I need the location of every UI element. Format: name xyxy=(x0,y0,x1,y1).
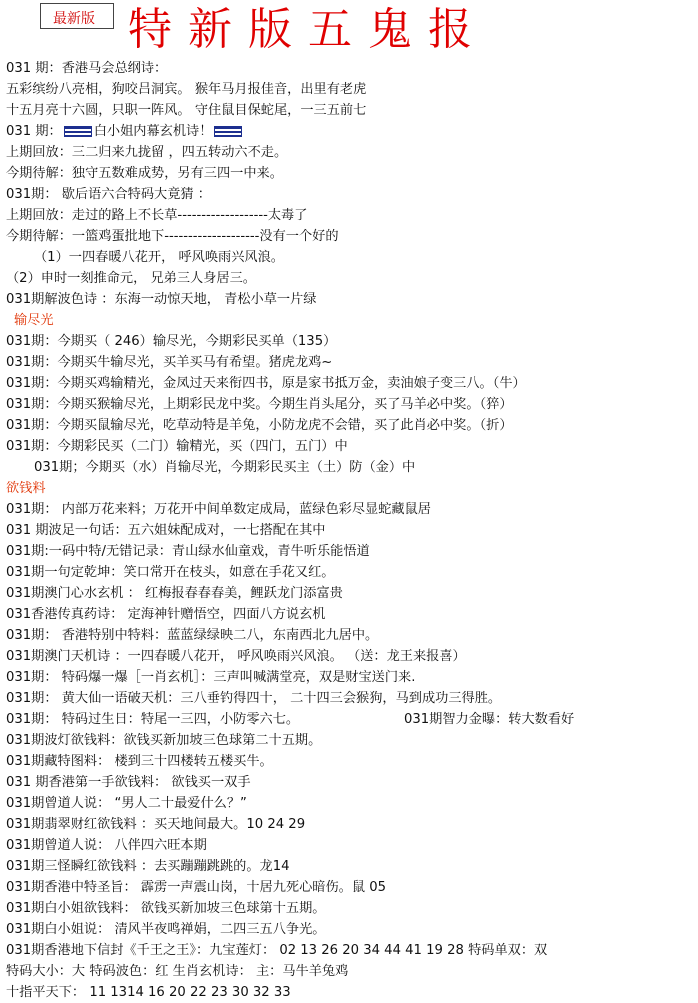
text-line xyxy=(6,226,339,247)
edition-badge xyxy=(40,3,114,29)
text-line xyxy=(6,646,466,667)
text-line xyxy=(6,289,317,310)
header xyxy=(0,0,698,58)
text-line xyxy=(6,562,334,583)
line-text: 031期；今期买（水）肖输尽光，今期彩民买主（土）防（金）中 xyxy=(34,460,416,475)
text-line xyxy=(6,856,290,877)
line-text: 031期： 内部万花来料；万花开中间单数定成局，蓝绿色彩尽显蛇藏鼠居 xyxy=(6,502,431,517)
line-text: （2）申时一刻推命元， 兄弟三人身居三。 xyxy=(6,271,256,286)
line-text-right: 031期智力金曝：转大数看好 xyxy=(404,712,575,727)
line-text: 031期： 歇后语六合特码大竟猜 ： xyxy=(6,187,211,202)
line-text: 输尽光 xyxy=(14,313,54,328)
text-line xyxy=(6,79,366,100)
text-line xyxy=(6,625,378,646)
line-text: （1）一四春暖八花开， 呼风唤雨兴风浪。 xyxy=(34,250,284,265)
text-line xyxy=(34,247,284,268)
text-line xyxy=(6,436,348,457)
text-line xyxy=(6,709,575,730)
page-title: 特新版五鬼报 xyxy=(128,4,488,55)
text-line xyxy=(6,478,46,499)
line-text: 031期：今期买鸡输精光，金凤过天来衔四书，原是家书抵万金，卖油娘子变三八。（牛） xyxy=(6,376,526,391)
text-line xyxy=(6,205,307,226)
line-text: 五彩缤纷八亮相，狗咬吕洞宾。 猴年马月报佳音，出里有老虎 xyxy=(6,82,367,97)
line-text: 031期：今期彩民买（二门）输精光，买（四门，五门）中 xyxy=(6,439,348,454)
text-line xyxy=(6,520,326,541)
line-text: 031期波灯欲钱料：欲钱买新加坡三色球第二十五期。 xyxy=(6,733,322,748)
line-text: 031期： 特码爆一爆［一肖玄机］：三声叫喊满堂亮，双是财宝送门来. xyxy=(6,670,416,685)
flag-icon xyxy=(64,126,92,137)
line-text: 031期：今期买鼠输尽光，吃草动特是羊兔，小防龙虎不会错，买了此肖必中奖。（折） xyxy=(6,418,513,433)
text-line xyxy=(6,919,326,940)
line-text: 031 期香港第一手欲钱料： 欲钱买一双手 xyxy=(6,775,251,790)
line-text: 031期： 特码过生日：特尾一三四，小防零六七。 xyxy=(6,712,300,727)
text-line xyxy=(6,142,287,163)
text-line xyxy=(6,814,305,835)
text-line xyxy=(6,982,291,1003)
line-text: 031期：今期买牛输尽光，买羊买马有希望。猪虎龙鸡~ xyxy=(6,355,333,370)
text-line xyxy=(6,940,547,961)
line-text: 031期香港中特圣旨： 霹雳一声震山岗，十居九死心暗伤。鼠 05 xyxy=(6,880,387,895)
line-text: 031期三怪瞬红欲钱料 ：去买蹦蹦跳跳的。龙14 xyxy=(6,859,290,874)
line-text: 031期白小姐欲钱料： 欲钱买新加坡三色球第十五期。 xyxy=(6,901,326,916)
text-line xyxy=(6,793,247,814)
line-heading: 白小姐内幕玄机诗！ xyxy=(93,124,213,139)
text-line xyxy=(6,583,343,604)
text-line xyxy=(6,541,370,562)
line-text: 十指平天下： 11 1314 16 20 22 23 30 32 33 xyxy=(6,985,291,1000)
line-text: 今期待解：独守五数难成势，另有三四一中来。 xyxy=(6,166,283,181)
text-line xyxy=(6,394,513,415)
text-line xyxy=(6,772,251,793)
line-text: 031期翡翠财红欲钱料 ：买天地间最大。10 24 29 xyxy=(6,817,306,832)
line-text: 031期香港地下信封《千王之王》：九宝莲灯： 02 13 26 20 34 44 41 19 28 特码单双：双 xyxy=(6,943,548,958)
text-line xyxy=(6,163,283,184)
line-text: 031期：今期买（ 246）输尽光，今期彩民买单（135） xyxy=(6,334,337,349)
line-text: 031期： 香港特别中特料：蓝蓝绿绿映二八，东南西北九居中。 xyxy=(6,628,379,643)
line-text: 欲钱料 xyxy=(6,481,46,496)
text-line xyxy=(6,373,526,394)
text-line xyxy=(6,415,513,436)
line-text: 特码大小：大 特码波色：红 生肖玄机诗： 主：马牛羊兔鸡 xyxy=(6,964,349,979)
text-line xyxy=(6,100,366,121)
line-text: 031期白小姐说： 清风半夜鸣禅娟，二四三五八争光。 xyxy=(6,922,326,937)
flag-icon xyxy=(214,126,242,137)
line-text: 031期： 黄大仙一语破天机：三八垂钓得四十， 二十四三会猴狗，马到成功三得胜。 xyxy=(6,691,502,706)
text-line xyxy=(6,352,332,373)
line-text: 031期解波色诗 ：东海一动惊天地， 青松小草一片绿 xyxy=(6,292,317,307)
line-text: 031期一句定乾坤：笑口常开在枝头，如意在手花又红。 xyxy=(6,565,335,580)
line-text: 031期曾道人说： 八伴四六旺本期 xyxy=(6,838,207,853)
text-line xyxy=(6,604,326,625)
text-line xyxy=(6,961,348,982)
line-text: 031期曾道人说： “男人二十最爱什么？” xyxy=(6,796,247,811)
text-line xyxy=(6,121,244,142)
line-prefix: 031 期： xyxy=(6,124,62,139)
line-text: 031期澳门心水玄机 ： 红梅报春春春美，鲤跃龙门添富贵 xyxy=(6,586,343,601)
line-text: 上期回放：走过的路上不长草-------------------太毒了 xyxy=(6,208,308,223)
line-text: 031期:一码中特/无错记录：青山绿水仙童戏，青牛听乐能悟道 xyxy=(6,544,370,559)
text-line xyxy=(14,310,54,331)
line-text: 031 期：香港马会总纲诗： xyxy=(6,61,168,76)
text-line xyxy=(6,184,211,205)
text-line xyxy=(6,835,207,856)
text-line xyxy=(6,898,326,919)
line-text: 上期回放：三二归来九拢留 ，四五转动六不走。 xyxy=(6,145,288,160)
text-line xyxy=(6,688,501,709)
text-line xyxy=(6,499,431,520)
text-line xyxy=(6,667,415,688)
text-line xyxy=(6,331,336,352)
line-text: 今期待解：一篮鸡蛋批地下--------------------没有一个好的 xyxy=(6,229,339,244)
line-text: 031 期波足一句话：五六姐妹配成对，一七搭配在其中 xyxy=(6,523,326,538)
line-text: 031期：今期买猴输尽光，上期彩民龙中奖。今期生肖头尾分，买了马羊必中奖。（猝） xyxy=(6,397,513,412)
line-text: 031香港传真药诗： 定海神针赠悟空，四面八方说玄机 xyxy=(6,607,326,622)
text-line xyxy=(6,751,273,772)
line-text: 031期藏特图料： 楼到三十四楼转五楼买牛。 xyxy=(6,754,273,769)
edition-label: 最新版 xyxy=(53,11,95,27)
line-text: 十五月亮十六圆，只职一阵风。 守住鼠目保蛇尾，一三五前七 xyxy=(6,103,367,118)
text-line xyxy=(6,268,256,289)
text-line xyxy=(34,457,415,478)
text-line xyxy=(6,877,386,898)
text-line xyxy=(6,730,321,751)
text-line xyxy=(6,58,167,79)
line-text: 031期澳门天机诗 ：一四春暖八花开， 呼风唤雨兴风浪。 （送：龙王来报喜） xyxy=(6,649,466,664)
